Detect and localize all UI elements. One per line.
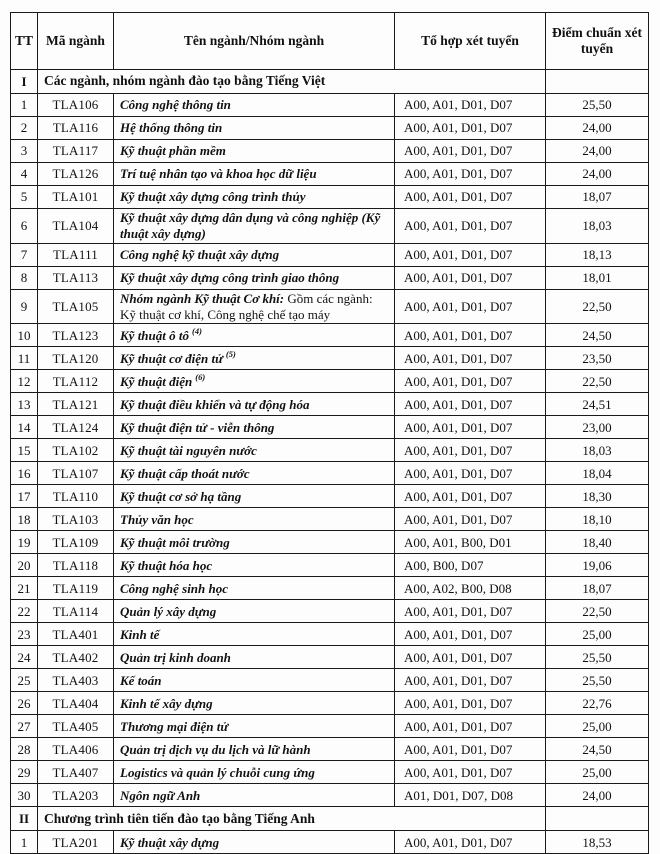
cutoff-score: 18,40	[546, 531, 649, 554]
table-row	[11, 439, 649, 462]
major-code: TLA120	[38, 347, 114, 370]
major-name	[114, 289, 395, 324]
major-name-text: Ngôn ngữ Anh	[120, 787, 201, 803]
exam-combination: A00, A01, D01, D07	[395, 623, 546, 646]
section-row	[11, 807, 649, 831]
exam-combination: A00, A01, D01, D07	[395, 347, 546, 370]
cutoff-score: 18,13	[546, 243, 649, 266]
table-row	[11, 462, 649, 485]
major-code: TLA103	[38, 508, 114, 531]
exam-combination: A00, A01, D01, D07	[395, 186, 546, 209]
major-name	[114, 439, 395, 462]
table-row	[11, 347, 649, 370]
major-name-text: Hệ thống thông tin	[120, 120, 223, 136]
section-row	[11, 70, 649, 94]
major-code: TLA403	[38, 669, 114, 692]
table-row	[11, 485, 649, 508]
row-number: 12	[11, 370, 38, 393]
row-number: 7	[11, 243, 38, 266]
major-name	[114, 266, 395, 289]
exam-combination: A00, A01, D01, D07	[395, 738, 546, 761]
major-name-text: Quản trị dịch vụ du lịch và lữ hành	[120, 741, 311, 757]
major-name	[114, 462, 395, 485]
section-score-empty	[546, 807, 649, 831]
major-name	[114, 485, 395, 508]
major-code: TLA407	[38, 761, 114, 784]
table-row	[11, 416, 649, 439]
major-code: TLA104	[38, 209, 114, 244]
row-number: 20	[11, 554, 38, 577]
table-row	[11, 186, 649, 209]
exam-combination: A00, A01, D01, D07	[395, 209, 546, 244]
row-number: 21	[11, 577, 38, 600]
major-code: TLA117	[38, 140, 114, 163]
cutoff-score: 18,07	[546, 577, 649, 600]
major-name-text: Kỹ thuật hóa học	[120, 557, 213, 573]
major-name	[114, 692, 395, 715]
cutoff-score: 18,03	[546, 439, 649, 462]
cutoff-score: 22,50	[546, 370, 649, 393]
exam-combination: A01, D01, D07, D08	[395, 784, 546, 807]
row-number: 17	[11, 485, 38, 508]
cutoff-score: 25,50	[546, 646, 649, 669]
major-code: TLA105	[38, 289, 114, 324]
row-number: 30	[11, 784, 38, 807]
major-name	[114, 163, 395, 186]
major-name	[114, 243, 395, 266]
major-code: TLA114	[38, 600, 114, 623]
row-number: 28	[11, 738, 38, 761]
major-name-text: Công nghệ kỹ thuật xây dựng	[120, 246, 280, 262]
major-name-text: Thương mại điện tử	[120, 718, 229, 734]
major-name-text: Thủy văn học	[120, 511, 194, 527]
major-name-text: Logistics và quản lý chuỗi cung ứng	[120, 764, 315, 780]
table-row	[11, 715, 649, 738]
row-number: 9	[11, 289, 38, 324]
exam-combination: A00, A01, D01, D07	[395, 715, 546, 738]
cutoff-score: 25,50	[546, 94, 649, 117]
row-number: 4	[11, 163, 38, 186]
section-number: II	[11, 807, 38, 831]
major-name	[114, 370, 395, 393]
row-number: 19	[11, 531, 38, 554]
admission-scores-table	[10, 12, 649, 854]
major-name-text: Kỹ thuật ô tô	[120, 327, 189, 343]
table-row	[11, 94, 649, 117]
row-number: 27	[11, 715, 38, 738]
major-name-text: Kỹ thuật môi trường	[120, 534, 230, 550]
table-row	[11, 508, 649, 531]
row-number: 15	[11, 439, 38, 462]
table-header	[11, 13, 649, 70]
major-name-text: Kế toán	[120, 672, 162, 688]
major-code: TLA101	[38, 186, 114, 209]
col-header-tt: TT	[11, 13, 38, 70]
cutoff-score: 18,03	[546, 209, 649, 244]
cutoff-score: 24,00	[546, 117, 649, 140]
cutoff-score: 18,30	[546, 485, 649, 508]
exam-combination: A00, B00, D07	[395, 554, 546, 577]
exam-combination: A00, A01, D01, D07	[395, 462, 546, 485]
table-row	[11, 393, 649, 416]
major-code: TLA121	[38, 393, 114, 416]
row-number: 1	[11, 831, 38, 854]
col-header-code: Mã ngành	[38, 13, 114, 70]
major-code: TLA203	[38, 784, 114, 807]
exam-combination: A00, A01, D01, D07	[395, 266, 546, 289]
exam-combination: A00, A01, D01, D07	[395, 117, 546, 140]
major-name-text: Quản trị kinh doanh	[120, 649, 231, 665]
cutoff-score: 23,50	[546, 347, 649, 370]
major-name	[114, 784, 395, 807]
table-row	[11, 324, 649, 347]
major-code: TLA107	[38, 462, 114, 485]
cutoff-score: 24,50	[546, 738, 649, 761]
row-number: 2	[11, 117, 38, 140]
table-body	[11, 70, 649, 854]
cutoff-score: 18,01	[546, 266, 649, 289]
major-name	[114, 117, 395, 140]
major-name	[114, 324, 395, 347]
major-name	[114, 393, 395, 416]
row-number: 10	[11, 324, 38, 347]
exam-combination: A00, A01, D01, D07	[395, 646, 546, 669]
row-number: 11	[11, 347, 38, 370]
cutoff-score: 25,50	[546, 669, 649, 692]
major-name-text: Kỹ thuật cơ sở hạ tầng	[120, 488, 242, 504]
major-name-text: Kỹ thuật xây dựng công trình thủy	[120, 189, 306, 205]
major-name	[114, 554, 395, 577]
major-name	[114, 508, 395, 531]
major-name	[114, 577, 395, 600]
cutoff-score: 24,00	[546, 140, 649, 163]
major-code: TLA201	[38, 831, 114, 854]
exam-combination: A00, A01, D01, D07	[395, 761, 546, 784]
major-name-text: Kỹ thuật điều khiển và tự động hóa	[120, 396, 310, 412]
cutoff-score: 25,00	[546, 623, 649, 646]
row-number: 1	[11, 94, 38, 117]
major-name	[114, 209, 395, 244]
exam-combination: A00, A01, D01, D07	[395, 324, 546, 347]
row-number: 26	[11, 692, 38, 715]
cutoff-score: 22,50	[546, 289, 649, 324]
col-header-score: Điểm chuẩn xét tuyển	[546, 13, 649, 70]
cutoff-score: 22,76	[546, 692, 649, 715]
row-number: 24	[11, 646, 38, 669]
table-row	[11, 669, 649, 692]
major-name	[114, 646, 395, 669]
table-row	[11, 531, 649, 554]
table-row	[11, 243, 649, 266]
major-code: TLA113	[38, 266, 114, 289]
table-row	[11, 209, 649, 244]
table-row	[11, 554, 649, 577]
major-name-text: Kỹ thuật xây dựng công trình giao thông	[120, 269, 340, 285]
major-name-text: Kinh tế xây dựng	[120, 695, 213, 711]
major-name-description: Gồm các ngành: Kỹ thuật cơ khí, Công nghệ chế tạo máy	[120, 290, 373, 322]
major-name	[114, 347, 395, 370]
cutoff-score: 18,53	[546, 831, 649, 854]
table-row	[11, 370, 649, 393]
cutoff-score: 25,00	[546, 715, 649, 738]
section-title: Các ngành, nhóm ngành đào tạo bằng Tiếng Việt	[38, 70, 546, 94]
table-row	[11, 761, 649, 784]
major-name-text: Kinh tế	[120, 626, 160, 642]
major-name-text: Kỹ thuật điện	[120, 373, 193, 389]
table-row	[11, 140, 649, 163]
header-row	[11, 13, 649, 70]
table-row	[11, 600, 649, 623]
major-code: TLA404	[38, 692, 114, 715]
major-code: TLA401	[38, 623, 114, 646]
footnote-marker: (6)	[195, 372, 206, 383]
cutoff-score: 24,51	[546, 393, 649, 416]
exam-combination: A00, A01, D01, D07	[395, 669, 546, 692]
exam-combination: A00, A01, D01, D07	[395, 243, 546, 266]
exam-combination: A00, A01, D01, D07	[395, 163, 546, 186]
major-code: TLA119	[38, 577, 114, 600]
table-row	[11, 692, 649, 715]
major-code: TLA112	[38, 370, 114, 393]
major-name	[114, 761, 395, 784]
cutoff-score: 22,50	[546, 600, 649, 623]
cutoff-score: 19,06	[546, 554, 649, 577]
table-row	[11, 738, 649, 761]
exam-combination: A00, A01, D01, D07	[395, 439, 546, 462]
cutoff-score: 24,50	[546, 324, 649, 347]
major-name	[114, 738, 395, 761]
exam-combination: A00, A01, D01, D07	[395, 370, 546, 393]
table-row	[11, 163, 649, 186]
major-name	[114, 715, 395, 738]
cutoff-score: 24,00	[546, 784, 649, 807]
major-name	[114, 186, 395, 209]
major-name	[114, 416, 395, 439]
exam-combination: A00, A01, D01, D07	[395, 94, 546, 117]
table-row	[11, 623, 649, 646]
row-number: 14	[11, 416, 38, 439]
major-name	[114, 140, 395, 163]
table-row	[11, 117, 649, 140]
exam-combination: A00, A01, D01, D07	[395, 692, 546, 715]
major-name-text: Kỹ thuật xây dựng dân dụng và công nghiệp (Kỹ thuật xây dựng)	[120, 210, 381, 241]
major-name-text: Quản lý xây dựng	[120, 603, 217, 619]
major-name-text: Kỹ thuật cơ điện tử	[120, 350, 223, 366]
cutoff-score: 23,00	[546, 416, 649, 439]
major-code: TLA118	[38, 554, 114, 577]
table-row	[11, 289, 649, 324]
major-code: TLA106	[38, 94, 114, 117]
row-number: 13	[11, 393, 38, 416]
exam-combination: A00, A01, D01, D07	[395, 393, 546, 416]
row-number: 18	[11, 508, 38, 531]
col-header-name: Tên ngành/Nhóm ngành	[114, 13, 395, 70]
table-row	[11, 577, 649, 600]
exam-combination: A00, A01, D01, D07	[395, 485, 546, 508]
cutoff-score: 25,00	[546, 761, 649, 784]
exam-combination: A00, A01, D01, D07	[395, 600, 546, 623]
exam-combination: A00, A01, D01, D07	[395, 508, 546, 531]
major-code: TLA126	[38, 163, 114, 186]
major-code: TLA405	[38, 715, 114, 738]
row-number: 8	[11, 266, 38, 289]
exam-combination: A00, A02, B00, D08	[395, 577, 546, 600]
exam-combination: A00, A01, D01, D07	[395, 416, 546, 439]
major-name	[114, 669, 395, 692]
table-row	[11, 784, 649, 807]
row-number: 22	[11, 600, 38, 623]
major-name-text: Công nghệ sinh học	[120, 580, 229, 596]
major-code: TLA123	[38, 324, 114, 347]
major-name	[114, 94, 395, 117]
section-title: Chương trình tiên tiến đào tạo bằng Tiếng Anh	[38, 807, 546, 831]
footnote-marker: (5)	[225, 349, 236, 360]
exam-combination: A00, A01, D01, D07	[395, 140, 546, 163]
major-name-text: Trí tuệ nhân tạo và khoa học dữ liệu	[120, 166, 317, 182]
row-number: 23	[11, 623, 38, 646]
row-number: 5	[11, 186, 38, 209]
exam-combination: A00, A01, D01, D07	[395, 289, 546, 324]
major-name	[114, 623, 395, 646]
major-name-text: Công nghệ thông tin	[120, 97, 231, 113]
major-name-text: Kỹ thuật cấp thoát nước	[120, 465, 250, 481]
major-code: TLA102	[38, 439, 114, 462]
major-name	[114, 600, 395, 623]
major-code: TLA110	[38, 485, 114, 508]
exam-combination: A00, A01, D01, D07	[395, 831, 546, 854]
cutoff-score: 18,04	[546, 462, 649, 485]
major-code: TLA111	[38, 243, 114, 266]
col-header-combo: Tổ hợp xét tuyển	[395, 13, 546, 70]
major-name-text: Kỹ thuật phần mềm	[120, 143, 226, 159]
row-number: 6	[11, 209, 38, 244]
section-number: I	[11, 70, 38, 94]
major-name-text: Kỹ thuật tài nguyên nước	[120, 442, 257, 458]
major-name	[114, 531, 395, 554]
major-code: TLA109	[38, 531, 114, 554]
row-number: 29	[11, 761, 38, 784]
major-code: TLA406	[38, 738, 114, 761]
row-number: 16	[11, 462, 38, 485]
exam-combination: A00, A01, B00, D01	[395, 531, 546, 554]
section-score-empty	[546, 70, 649, 94]
major-name-text: Kỹ thuật điện tử - viễn thông	[120, 419, 275, 435]
cutoff-score: 18,07	[546, 186, 649, 209]
row-number: 3	[11, 140, 38, 163]
major-code: TLA402	[38, 646, 114, 669]
major-name-text: Nhóm ngành Kỹ thuật Cơ khí:	[120, 290, 285, 306]
footnote-marker: (4)	[192, 326, 202, 337]
major-code: TLA116	[38, 117, 114, 140]
table-row	[11, 831, 649, 854]
table-row	[11, 646, 649, 669]
table-row	[11, 266, 649, 289]
major-name-text: Kỹ thuật xây dựng	[120, 834, 220, 850]
row-number: 25	[11, 669, 38, 692]
cutoff-score: 18,10	[546, 508, 649, 531]
major-code: TLA124	[38, 416, 114, 439]
major-name	[114, 831, 395, 854]
cutoff-score: 24,00	[546, 163, 649, 186]
